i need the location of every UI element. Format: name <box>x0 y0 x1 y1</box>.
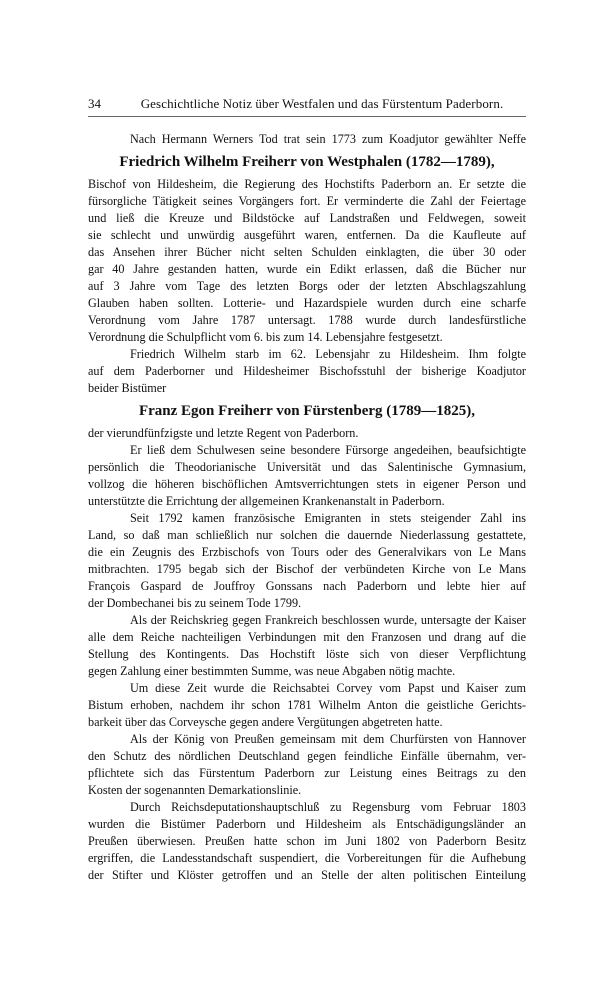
text-line: Verordnung vom Jahre 1787 untersagt. 1788 wurde durch landesfürstliche <box>88 313 526 327</box>
text-line: vollzog die höheren bischöflichen Amtsverrichtungen stets in eigener Person und <box>88 477 526 491</box>
text-line: pflichtete sich das Fürstentum Paderborn zur Leistung eines Beitrags zu den <box>88 766 526 780</box>
text-line: den Schutz des nördlichen Deutschland gegen feindliche Einfälle übernahm, ver- <box>88 749 526 763</box>
text-line: Bistum erhoben, nachdem ihr schon 1781 Wilhelm Anton die geistliche Gerichts- <box>88 698 526 712</box>
text-line: Als der König von Preußen gemeinsam mit dem Churfürsten von Hannover <box>130 732 526 746</box>
book-page <box>88 96 526 884</box>
text-line: Bischof von Hildesheim, die Regierung des Hochstifts Paderborn an. Er setzte die <box>88 177 526 191</box>
text-line: wurden die Bistümer Paderborn und Hildesheim als Entschädigungsländer an <box>88 817 526 831</box>
text-line: Seit 1792 kamen französische Emigranten in stets steigender Zahl ins <box>130 511 526 525</box>
text-line: Verordnung die Schulpflicht vom 6. bis zum 14. Lebensjahre festgesetzt. <box>88 330 443 344</box>
text-line: Als der Reichskrieg gegen Frankreich beschlossen wurde, untersagte der Kaiser <box>130 613 526 627</box>
section-heading: Franz Egon Freiherr von Fürstenberg (1789—1825), <box>138 403 476 419</box>
text-line: Um diese Zeit wurde die Reichsabtei Corvey vom Papst und Kaiser zum <box>130 681 526 695</box>
section-heading: Friedrich Wilhelm Freiherr von Westphalen (1782—1789), <box>119 154 495 170</box>
text-line: persönlich die Theodorianische Universität und das Salentinische Gymnasium, <box>88 460 526 474</box>
text-line: Nach Hermann Werners Tod trat sein 1773 zum Koadjutor gewählter Neffe <box>130 132 526 146</box>
text-line: das Ansehen ihrer Bücher nicht selten Schulden einklagten, die über 30 oder <box>88 245 526 259</box>
text-line: Stellung des Kontingents. Das Hochstift löste sich von dieser Verpflichtung <box>88 647 526 661</box>
text-line: François Gaspard de Jouffroy Gonssans nach Paderborn und lebte hier auf <box>88 579 526 593</box>
text-line: Land, so daß man schließlich nur solchen die dauernde Niederlassung gestattete, <box>88 528 526 542</box>
text-line: Kosten der sogenannten Demarkationslinie. <box>88 783 302 797</box>
text-line: gar 40 Jahre gestanden hatten, wurde ein Edikt erlassen, daß die Bücher nur <box>88 262 526 276</box>
body-text <box>88 131 526 884</box>
text-line: Er ließ dem Schulwesen seine besondere Fürsorge angedeihen, beaufsichtigte <box>130 443 526 457</box>
running-header <box>88 96 526 117</box>
text-line: Glauben haben sollten. Lotterie- und Hazardspiele wurden durch eine scharfe <box>88 296 526 310</box>
text-line: mitbrachten. 1795 begab sich der Bischof der verbündeten Kirche von Le Mans <box>88 562 526 576</box>
text-line: auf 3 Jahre vom Tage des letzten Borgs oder der letzten Abschlagszahlung <box>88 279 526 293</box>
text-line: alle dem Reiche nachteiligen Verbindungen mit den Franzosen und drang auf die <box>88 630 526 644</box>
page-number: 34 <box>88 96 101 111</box>
text-line: fürsorgliche Tätigkeit seines Vorgängers fort. Er verminderte die Zahl der Feiertage <box>88 194 526 208</box>
text-line: und ließ die Kreuze und Bildstöcke auf Landstraßen und Feldwegen, soweit <box>88 211 526 225</box>
text-line: der vierundfünfzigste und letzte Regent von Paderborn. <box>88 426 359 440</box>
text-line: Preußen überwiesen. Preußen hatte schon im Juni 1802 von Paderborn Besitz <box>88 834 526 848</box>
text-line: beider Bistümer <box>88 381 167 395</box>
text-line: der Dombechanei bis zu seinem Tode 1799. <box>88 596 302 610</box>
text-line: unterstützte die Errichtung der allgemeinen Krankenanstalt in Paderborn. <box>88 494 445 508</box>
text-line: ergriffen, die Landesstandschaft suspendiert, die Vorbereitungen für die Aufhebung <box>88 851 526 865</box>
running-title: Geschichtliche Notiz über Westfalen und das Fürstentum Paderborn. <box>140 96 504 111</box>
text-line: Friedrich Wilhelm starb im 62. Lebensjahr zu Hildesheim. Ihm folgte <box>130 347 526 361</box>
text-line: barkeit über das Corveysche gegen andere Vergütungen abgetreten hatte. <box>88 715 443 729</box>
text-line: die ein Zeugnis des Erzbischofs von Tours oder des Generalvikars von Le Mans <box>88 545 526 559</box>
text-line: auf dem Paderborner und Hildesheimer Bischofsstuhl der bisherige Koadjutor <box>88 364 526 378</box>
text-line: sie schlecht und unwürdig ausgeführt waren, entfernen. Da die Kaufleute auf <box>88 228 526 242</box>
text-line: der Stifter und Klöster getroffen und an Stelle der alten politischen Einteilung <box>88 868 526 882</box>
text-line: gegen Zahlung einer bestimmten Summe, was neue Abgaben nötig machte. <box>88 664 456 678</box>
text-line: Durch Reichsdeputationshauptschluß zu Regensburg vom Februar 1803 <box>130 800 526 814</box>
